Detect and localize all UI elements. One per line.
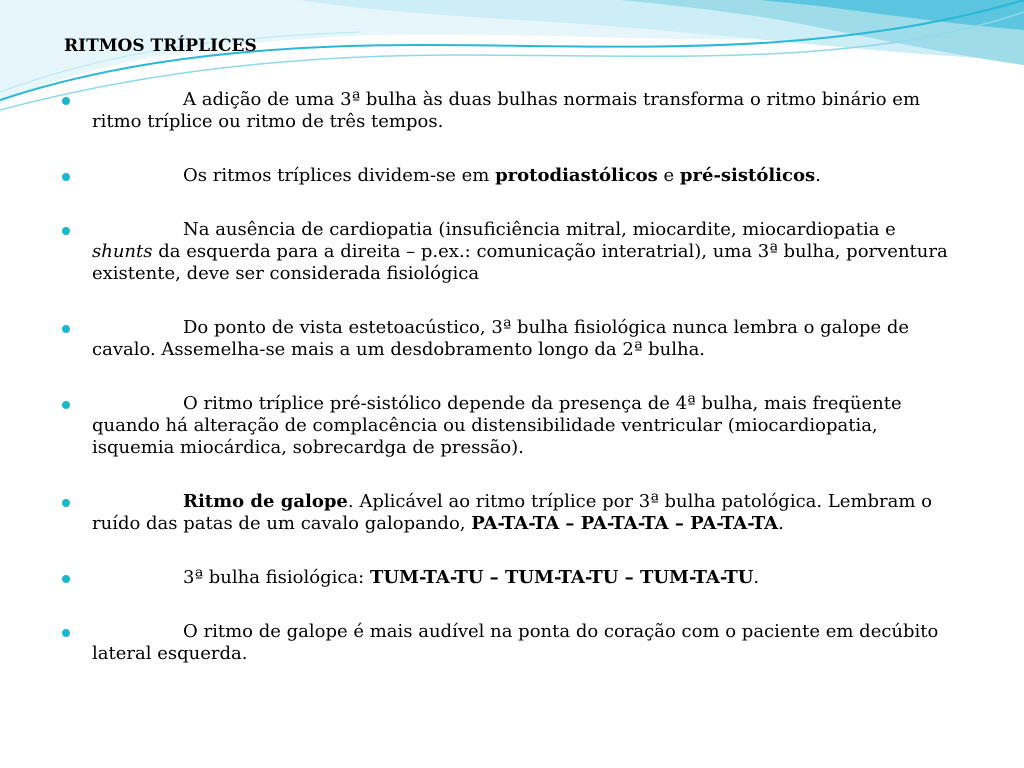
item-text: .: [753, 567, 760, 588]
slide-title: RITMOS TRÍPLICES: [64, 36, 257, 56]
list-item: [62, 567, 962, 589]
item-text: da esquerda para a direita – p.ex.: comunicação interatrial), uma 3ª bulha, porventura existente, deve ser considerada fisiológica: [92, 241, 948, 284]
item-text: Os ritmos tríplices dividem-se em: [183, 165, 496, 186]
item-text: e: [657, 165, 680, 186]
list-item: [62, 621, 962, 665]
item-text: .: [778, 513, 784, 534]
item-text: . Aplicável ao ritmo tríplice por 3ª bulha patológica. Lembram o ruído das patas de um cavalo galopando,: [92, 491, 933, 534]
list-item: [62, 219, 962, 285]
bold-term: pré-sistólicos: [679, 165, 816, 186]
bullet-icon: [62, 97, 70, 105]
item-text: Do ponto de vista estetoacústico, 3ª bulha fisiológica nunca lembra o galope de cavalo. Assemelha-se mais a um desdobramento longo da 2ª bulha.: [92, 317, 910, 360]
italic-term: shunts: [92, 241, 153, 262]
list-item: [62, 491, 962, 535]
list-item: [62, 165, 962, 187]
bold-term: Ritmo de galope: [183, 491, 348, 512]
bullet-icon: [62, 401, 70, 409]
bullet-icon: [62, 325, 70, 333]
item-text: O ritmo tríplice pré-sistólico depende da presença de 4ª bulha, mais freqüente quando há alteração de complacência ou distensibilidade ventricular (miocardiopatia, isquemia miocárdica, sobrecardga de pressão).: [92, 393, 902, 458]
bullet-icon: [62, 173, 70, 181]
bullet-list: [62, 89, 962, 665]
item-text: .: [815, 165, 821, 186]
item-text: Na ausência de cardiopatia (insuficiência mitral, miocardite, miocardiopatia e: [183, 219, 896, 240]
item-text: O ritmo de galope é mais audível na ponta do coração com o paciente em decúbito lateral esquerda.: [92, 621, 939, 664]
list-item: [62, 393, 962, 459]
bold-term: PA-TA-TA – PA-TA-TA – PA-TA-TA: [471, 513, 779, 534]
bold-term: protodiastólicos: [495, 165, 658, 186]
bullet-icon: [62, 629, 70, 637]
item-text: A adição de uma 3ª bulha às duas bulhas normais transforma o ritmo binário em ritmo tríplice ou ritmo de três tempos.: [92, 89, 921, 132]
list-item: [62, 89, 962, 133]
bullet-icon: [62, 227, 70, 235]
bullet-icon: [62, 499, 70, 507]
list-item: [62, 317, 962, 361]
bold-term: TUM-TA-TU – TUM-TA-TU – TUM-TA-TU: [369, 567, 754, 588]
item-text: 3ª bulha fisiológica:: [183, 567, 370, 588]
bullet-icon: [62, 575, 70, 583]
